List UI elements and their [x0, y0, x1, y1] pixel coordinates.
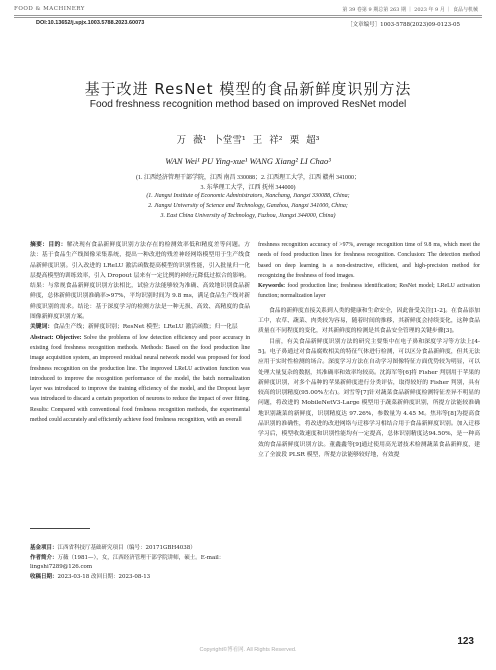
- right-column: [258, 240, 480, 460]
- keywords-chinese: [30, 322, 250, 332]
- affiliation-line: 3. East China University of Technology, Fuzhou, Jiangxi 344000, China): [160, 213, 336, 219]
- affiliation-line: (1. Jiangxi Institute of Economic Administrators, Nanchang, Jiangxi 330088, China;: [146, 193, 350, 199]
- keywords-text: 食品生产线；新鲜度识别；ResNet 模型；LReLU 激活函数；归一化层: [53, 324, 238, 331]
- funding-note: [30, 544, 250, 554]
- dates-label: 收稿日期：: [30, 573, 58, 580]
- article-number: ［文章编号］1003-5788(2023)09-0123-05: [347, 22, 460, 28]
- authors-chinese: 万 薇¹ 卜堂雪¹ 王 祥² 栗 超³: [176, 135, 320, 146]
- header-rule: [14, 15, 482, 16]
- author-note-text: 万薇（1981—），女，江西经济管理干部学院讲师，硕士。E-mail：lingshi7289@126.com: [30, 554, 225, 570]
- header-rule: [14, 17, 482, 18]
- footnotes: [30, 544, 250, 582]
- title-english: Food freshness recognition method based on improved ResNet model: [89, 99, 407, 110]
- authors-english: WAN Wei¹ PU Ying-xue¹ WANG Xiang² LI Chao³: [165, 156, 331, 166]
- abstract-english: [30, 333, 250, 426]
- funding-text: 江西省科技厅基础研究项目（编号：20171GBH4038）: [57, 545, 196, 551]
- title-chinese: 基于改进 ResNet 模型的食品新鲜度识别方法: [84, 80, 412, 98]
- watermark: Copyright©博看网. All Rights Reserved.: [199, 647, 297, 653]
- abstract-label: 摘要：目的：: [30, 242, 67, 248]
- page-number: 123: [457, 636, 474, 647]
- body-paragraph: 食品的新鲜度直接关系到人类的健康和生命安全，因此备受关注[1-2]。在食品添加工中，农草、蔬菜、肉类较为容易，随着时间的推移，其新鲜度会持续变化，这种食品质量在不同程度的变化，对其新鲜度的检测是其食品安全管理的关键步骤[3]。: [258, 307, 480, 335]
- dates-note: [30, 573, 250, 583]
- abstract-text: 解决现有食品新鲜度识别方法存在的检测效率低和精度差等问题。方法：基于食品生产线图像采集系统，提出一种改进的残差神经网络模型用于生产线食品新鲜度识别。引入改进的 LReLU 激活函数提高模型的识别性能，引入批量归一化层提高模型的训练效率，引入 Dropout 层来有一定比例的神经元降低过拟合的影响。结果：与常规食品新鲜度识别方法相比，试验方法能够较为准确、高效地识别食品新鲜度，总体新鲜度识别准确率>97%，平均识别时间为 9.8 ms，满足食品生产线对新鲜度识别的需求。结论：基于深度学习的检测方法是一种无损、高效、高精度的食品图像新鲜度识别方案。: [30, 242, 250, 321]
- affiliation-line: 2. Jiangxi University of Science and Technology, Ganzhou, Jiangxi 341000, China;: [148, 203, 348, 209]
- body-paragraph: 目前，有关食品新鲜度识别方法的研究主要集中在电子鼻和深度学习等方法上[4-5]。电子鼻通过对食品腐败相关的特征气体进行检测，可以区分食品新鲜度，但其无法应用于实时性检测的场合。深度学习方法在自动学习图像特征方面优势较为明显，可以处理大量复杂的数据，其准确率和效率均较高。沈海军等[6]将 Fisher 判别用于苹果的新鲜度识别，对多个品种的苹果新鲜度进行分类评估，取得较好的 Fisher 判别，具有较高的识别精度(95.00%左右)。刘雪等[7]针对蔬菜食品新鲜度检测特征差异不明显的问题，将改进的 MobileNetV3-Large 模型用于蔬菜新鲜度识别，所提方法能较准确地识别蔬菜的新鲜度，识别精度达 97.26%，参数量为 4.45 M。焦玮等[8]为提高食品识别的准确性，将改进的改进网络与迁移学习相结合用于食品新鲜度识别。加入迁移学习后，模型收敛速度和识别性能均有一定提高，总体识别精度达94.50%，是一种高效的食品新鲜度识别方法。董鑫鑫等[9]通过使用高光谱技术检测蔬菜食品新鲜度，建立了全波段 PLSR 模型，所提方法能够较好地，有效提: [258, 338, 480, 458]
- issue-info: 第 39 卷第 9 期总第 263 期 ｜ 2023 年 9 月 ｜ 食品与机械: [342, 7, 478, 13]
- left-column: [30, 240, 250, 425]
- keywords-english: [258, 281, 480, 302]
- abstract-en-continued: freshness recognition accuracy of >97%, average recognition time of 9.8 ms, which meet the needs of food production lines for freshness recognition. Conclusion: The detection method based on deep learning is a non-destructive, efficient, and high-precision method for recognizing the freshness of food images.: [258, 242, 480, 279]
- abstract-chinese: [30, 240, 250, 322]
- affiliation-line: 3. 东华理工大学，江西 抚州 344000): [200, 185, 296, 191]
- author-note: [30, 554, 250, 573]
- abstract-en-label: Abstract: Objective:: [30, 334, 82, 341]
- keywords-en-text: food production line; freshness identification; ResNet model; LReLU activation function; normalization layer: [258, 283, 480, 300]
- author-note-label: 作者简介：: [30, 554, 58, 561]
- keywords-label: 关键词：: [30, 324, 54, 331]
- abstract-en-text: Solve the problems of low detection efficiency and poor accuracy in existing food freshness recognition methods. Methods: Based on the food production line image acquisition system, an improved residual neural network model was proposed for food freshness recognition on the production line. The improved LReLU activation function was introduced to improve the recognition performance of the model, the batch normalization layer was introduced to improve the training efficiency of the model, and the Dropout layer was introduced to discard a certain proportion of neurons to reduce the impact of over fitting. Results: Compared with conventional food freshness recognition methods, the experimental method could accurately and efficiently achieve food freshness recognition, with an overall: [30, 334, 250, 424]
- doi: DOI:10.13652/j.spjx.1003.5788.2023.60073: [36, 20, 145, 26]
- footnote-rule: [30, 528, 90, 529]
- journal-running-head: FOOD & MACHINERY: [14, 6, 85, 12]
- affiliation-line: (1. 江西经济管理干部学院，江西 南昌 330088；2. 江西理工大学，江西 赣州 341000；: [136, 175, 360, 181]
- funding-label: 基金项目：: [30, 545, 58, 551]
- dates-text: 2023-03-18 改回日期：2023-08-13: [57, 573, 151, 580]
- keywords-en-label: Keywords:: [258, 283, 286, 290]
